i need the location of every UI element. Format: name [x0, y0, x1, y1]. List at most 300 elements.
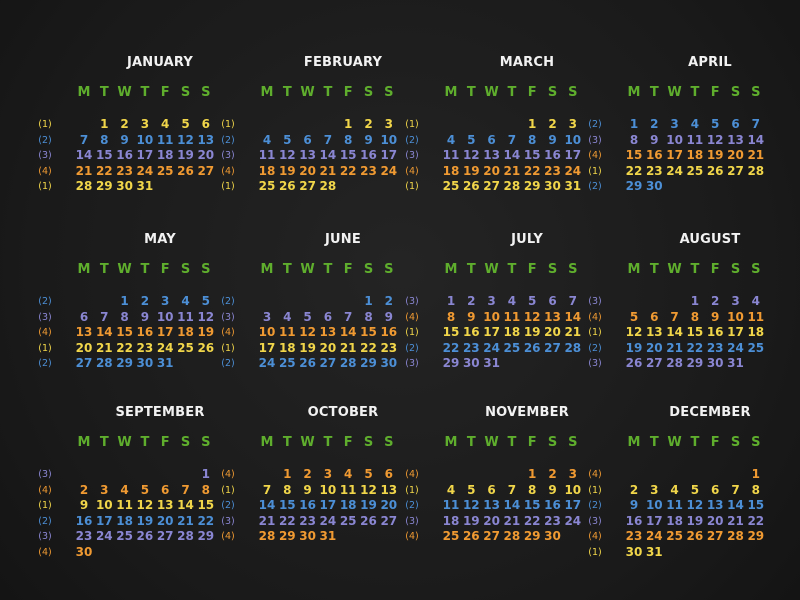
day-cell: 1 [100, 117, 109, 131]
day-cell: 28 [258, 529, 276, 544]
day-cell: 8 [751, 482, 760, 497]
day-cell: 4 [344, 467, 353, 481]
day-cell: 17 [136, 148, 154, 163]
day-cell: 25 [177, 340, 194, 355]
day-cell: 11 [156, 132, 174, 147]
day-cell: 2 [140, 294, 150, 308]
week-tag: (2) [38, 358, 52, 370]
day-cell: 29 [278, 529, 296, 544]
weekday-header: M [444, 262, 458, 277]
day-cell: 1 [364, 294, 373, 308]
weekday-header: S [751, 85, 761, 100]
day-cell: 8 [100, 132, 109, 147]
day-cell: 8 [690, 309, 700, 324]
day-cell: 21 [666, 340, 683, 355]
day-cell: 26 [625, 356, 643, 371]
day-cell: 24 [380, 163, 398, 178]
day-cell: 10 [564, 482, 582, 497]
day-cell: 27 [544, 340, 561, 355]
weekday-header: T [323, 262, 333, 277]
day-cell: 25 [156, 163, 174, 178]
weekday-header: W [117, 435, 132, 450]
week-tag: (2) [221, 500, 235, 512]
weekday-header: S [363, 435, 374, 450]
month-august [588, 232, 800, 402]
day-cell: 22 [686, 340, 704, 355]
week-tag: (2) [221, 296, 235, 307]
day-cell: 11 [442, 498, 460, 513]
weekday-header: S [568, 85, 578, 100]
day-cell: 28 [727, 529, 744, 544]
month-april [588, 55, 800, 225]
weekday-header: F [710, 435, 720, 450]
day-cell: 3 [670, 117, 679, 131]
day-cell: 20 [727, 148, 744, 163]
day-cell: 8 [528, 132, 537, 147]
week-tag: (1) [38, 181, 52, 193]
weekday-header: S [363, 85, 374, 100]
day-cell: 30 [299, 529, 316, 544]
day-cell: 20 [75, 340, 93, 355]
weekday-header: F [160, 262, 170, 277]
day-cell: 15 [95, 148, 113, 163]
day-cell: 25 [503, 340, 521, 355]
weekday-header: W [484, 435, 499, 450]
day-cell: 26 [299, 356, 316, 371]
day-cell: 18 [278, 340, 296, 355]
week-tag: (4) [588, 531, 602, 543]
day-cell: 28 [95, 356, 113, 371]
day-cell: 12 [462, 498, 480, 513]
weekday-header: M [77, 262, 91, 277]
day-cell: 6 [384, 467, 393, 481]
weekday-header: T [466, 262, 476, 277]
day-cell: 2 [120, 117, 129, 131]
day-cell: 13 [75, 325, 93, 340]
day-cell: 26 [462, 529, 480, 544]
day-cell: 13 [483, 148, 500, 163]
weekday-header: F [527, 85, 537, 100]
day-cell: 18 [116, 513, 133, 528]
weekday-header: T [323, 85, 333, 100]
week-tag: (3) [588, 358, 602, 370]
day-cell: 16 [299, 498, 316, 513]
day-cell: 29 [360, 356, 377, 371]
day-cell: 20 [380, 498, 398, 513]
day-cell: 22 [360, 340, 377, 355]
day-cell: 26 [177, 163, 194, 178]
day-cell: 7 [181, 482, 190, 497]
day-cell: 10 [136, 132, 154, 147]
day-cell: 23 [380, 340, 398, 355]
weekday-header: T [99, 435, 109, 450]
day-cell: 5 [201, 294, 210, 308]
day-cell: 19 [278, 163, 296, 178]
day-cell: 5 [364, 467, 373, 481]
week-tag: (2) [588, 342, 602, 354]
day-cell: 16 [544, 148, 561, 163]
month-name: SEPTEMBER [115, 405, 205, 420]
day-cell: 17 [95, 513, 113, 528]
day-cell: 18 [258, 163, 276, 178]
day-cell: 7 [507, 132, 517, 147]
day-cell: 6 [487, 482, 496, 497]
day-cell: 18 [442, 513, 460, 528]
weekday-header: S [547, 435, 558, 450]
day-cell: 21 [727, 513, 744, 528]
day-cell: 9 [120, 132, 129, 147]
day-cell: 22 [278, 513, 296, 528]
day-cell: 1 [446, 294, 456, 308]
day-cell: 28 [503, 179, 521, 194]
weekday-header: S [730, 435, 741, 450]
day-cell: 30 [380, 356, 398, 371]
weekday-header: S [201, 85, 211, 100]
day-cell: 2 [629, 482, 639, 497]
day-cell: 17 [564, 148, 582, 163]
weekday-header: T [649, 435, 659, 450]
day-cell: 9 [384, 309, 393, 324]
day-cell: 1 [629, 117, 639, 131]
day-cell: 25 [686, 163, 704, 178]
week-tag: (4) [38, 484, 52, 496]
day-cell: 21 [747, 148, 765, 163]
day-cell: 20 [197, 148, 215, 163]
week-tag: (1) [38, 119, 52, 130]
day-cell: 21 [564, 325, 582, 340]
week-tag: (4) [221, 469, 235, 480]
day-cell: 3 [650, 482, 659, 497]
weekday-header: S [201, 262, 211, 277]
day-cell: 6 [79, 309, 89, 324]
day-cell: 7 [568, 294, 577, 308]
weekday-header: M [627, 85, 641, 100]
weekday-header: F [343, 85, 353, 100]
day-cell: 1 [751, 467, 760, 481]
weekday-header: S [201, 435, 211, 450]
week-tag: (4) [38, 165, 52, 177]
day-cell: 17 [258, 340, 276, 355]
day-cell: 26 [462, 179, 480, 194]
day-cell: 7 [262, 482, 272, 497]
weekday-header: T [466, 435, 476, 450]
day-cell: 24 [156, 340, 174, 355]
weekday-header: M [627, 262, 641, 277]
weekday-header: W [117, 262, 132, 277]
day-cell: 16 [625, 513, 643, 528]
day-cell: 29 [95, 179, 113, 194]
day-cell: 20 [483, 513, 500, 528]
day-cell: 19 [523, 325, 541, 340]
day-cell: 31 [136, 179, 154, 194]
day-cell: 4 [446, 482, 456, 497]
month-name: MARCH [499, 55, 555, 70]
month-name: AUGUST [679, 232, 741, 247]
day-cell: 19 [462, 163, 480, 178]
week-tag: (2) [405, 500, 419, 512]
day-cell: 28 [747, 163, 765, 178]
weekday-header: T [507, 85, 517, 100]
day-cell: 11 [339, 482, 357, 497]
day-cell: 12 [136, 498, 154, 513]
weekday-header: M [260, 435, 274, 450]
week-tag: (4) [221, 531, 235, 543]
day-cell: 17 [645, 513, 663, 528]
day-cell: 25 [278, 356, 296, 371]
day-cell: 27 [706, 529, 724, 544]
week-tag: (4) [221, 165, 235, 177]
weekday-header: S [180, 85, 191, 100]
day-cell: 28 [75, 179, 93, 194]
weekday-header: T [282, 435, 292, 450]
day-cell: 2 [650, 117, 659, 131]
day-cell: 24 [645, 529, 663, 544]
day-cell: 24 [564, 513, 582, 528]
week-tag: (3) [221, 150, 235, 162]
day-cell: 9 [303, 482, 312, 497]
day-cell: 12 [523, 309, 541, 324]
day-cell: 13 [156, 498, 174, 513]
day-cell: 6 [161, 482, 170, 497]
week-tag: (3) [38, 150, 52, 162]
day-cell: 17 [319, 498, 337, 513]
day-cell: 24 [564, 163, 582, 178]
day-cell: 13 [544, 309, 561, 324]
weekday-header: T [690, 262, 700, 277]
day-cell: 19 [706, 148, 724, 163]
day-cell: 20 [645, 340, 663, 355]
weekday-header: T [282, 85, 292, 100]
day-cell: 29 [625, 179, 643, 194]
day-cell: 18 [442, 163, 460, 178]
day-cell: 14 [177, 498, 194, 513]
weekday-header: T [282, 262, 292, 277]
week-tag: (2) [405, 342, 419, 354]
weekday-header: W [667, 85, 682, 100]
day-cell: 26 [686, 529, 704, 544]
day-cell: 8 [201, 482, 210, 497]
weekday-header: S [384, 85, 394, 100]
day-cell: 18 [339, 498, 357, 513]
month-name: JANUARY [126, 55, 194, 70]
day-cell: 12 [462, 148, 480, 163]
day-cell: 6 [548, 294, 557, 308]
day-cell: 16 [462, 325, 480, 340]
day-cell: 18 [666, 513, 683, 528]
day-cell: 22 [95, 163, 113, 178]
day-cell: 12 [686, 498, 704, 513]
day-cell: 2 [548, 117, 557, 131]
day-cell: 4 [283, 309, 292, 324]
month-name: JUNE [325, 232, 361, 247]
day-cell: 23 [544, 163, 561, 178]
week-tag: (3) [38, 469, 52, 480]
day-cell: 24 [666, 163, 683, 178]
day-cell: 4 [690, 117, 700, 131]
month-name: FEBRUARY [303, 55, 383, 70]
day-cell: 14 [747, 132, 765, 147]
day-cell: 30 [75, 545, 93, 559]
month-name: APRIL [688, 55, 732, 70]
day-cell: 11 [177, 309, 194, 324]
day-cell: 9 [140, 309, 150, 324]
weekday-header: W [117, 85, 132, 100]
weekday-header: S [384, 262, 394, 277]
week-tag: (1) [588, 547, 602, 558]
day-cell: 25 [339, 513, 357, 528]
day-cell: 2 [79, 482, 89, 497]
day-cell: 8 [629, 132, 639, 147]
day-cell: 21 [503, 163, 521, 178]
week-tag: (4) [38, 547, 52, 558]
day-cell: 27 [380, 513, 398, 528]
week-tag: (1) [588, 327, 602, 339]
day-cell: 13 [299, 148, 316, 163]
day-cell: 9 [364, 132, 373, 147]
day-cell: 16 [645, 148, 663, 163]
day-cell: 28 [564, 340, 582, 355]
day-cell: 14 [339, 325, 357, 340]
day-cell: 21 [95, 340, 113, 355]
day-cell: 17 [156, 325, 174, 340]
weekday-header: F [160, 435, 170, 450]
day-cell: 1 [344, 117, 353, 131]
weekday-header: T [323, 435, 333, 450]
weekday-header: T [507, 435, 517, 450]
weekday-header: W [667, 435, 682, 450]
day-cell: 19 [360, 498, 377, 513]
day-cell: 19 [686, 513, 704, 528]
week-tag: (1) [221, 484, 235, 496]
week-tag: (4) [588, 311, 602, 323]
week-tag: (4) [38, 327, 52, 339]
day-cell: 1 [690, 294, 700, 308]
day-cell: 23 [299, 513, 316, 528]
month-name: NOVEMBER [485, 405, 569, 420]
weekday-header: W [300, 262, 315, 277]
day-cell: 22 [523, 513, 541, 528]
week-tag: (1) [588, 165, 602, 177]
day-cell: 27 [299, 179, 316, 194]
day-cell: 10 [645, 498, 663, 513]
day-cell: 30 [645, 179, 663, 194]
day-cell: 3 [568, 467, 577, 481]
day-cell: 11 [686, 132, 704, 147]
week-tag: (2) [38, 134, 52, 146]
weekday-header: W [300, 85, 315, 100]
day-cell: 22 [625, 163, 643, 178]
day-cell: 8 [344, 132, 353, 147]
day-cell: 20 [544, 325, 561, 340]
day-cell: 14 [319, 148, 337, 163]
day-cell: 3 [161, 294, 170, 308]
day-cell: 7 [79, 132, 89, 147]
day-cell: 10 [666, 132, 683, 147]
week-tag: (1) [38, 500, 52, 512]
day-cell: 6 [201, 117, 210, 131]
week-tag: (2) [221, 358, 235, 370]
day-cell: 16 [380, 325, 398, 340]
week-tag: (4) [588, 469, 602, 480]
weekday-header: F [160, 85, 170, 100]
month-name: DECEMBER [669, 405, 751, 420]
weekday-header: T [466, 85, 476, 100]
day-cell: 2 [364, 117, 373, 131]
day-cell: 25 [258, 179, 276, 194]
day-cell: 5 [711, 117, 720, 131]
day-cell: 17 [666, 148, 683, 163]
day-cell: 9 [629, 498, 639, 513]
week-tag: (3) [405, 358, 419, 370]
day-cell: 2 [467, 294, 476, 308]
day-cell: 23 [625, 529, 643, 544]
weekday-header: S [363, 262, 374, 277]
day-cell: 26 [360, 513, 377, 528]
day-cell: 14 [258, 498, 276, 513]
day-cell: 6 [323, 309, 333, 324]
day-cell: 30 [706, 356, 724, 371]
day-cell: 27 [197, 163, 215, 178]
day-cell: 9 [79, 498, 89, 513]
day-cell: 15 [442, 325, 460, 340]
day-cell: 27 [75, 356, 93, 371]
day-cell: 20 [299, 163, 316, 178]
day-cell: 8 [446, 309, 456, 324]
day-cell: 22 [339, 163, 357, 178]
week-tag: (4) [588, 150, 602, 162]
day-cell: 18 [686, 148, 704, 163]
weekday-header: T [140, 85, 150, 100]
week-tag: (1) [405, 181, 419, 193]
day-cell: 30 [462, 356, 480, 371]
week-tag: (4) [221, 327, 235, 339]
day-cell: 6 [650, 309, 659, 324]
day-cell: 15 [278, 498, 296, 513]
day-cell: 9 [467, 309, 476, 324]
day-cell: 9 [650, 132, 659, 147]
weekday-header: F [710, 85, 720, 100]
day-cell: 3 [323, 467, 333, 481]
day-cell: 1 [528, 117, 537, 131]
day-cell: 15 [339, 148, 357, 163]
day-cell: 11 [442, 148, 460, 163]
day-cell: 5 [140, 482, 150, 497]
weekday-header: T [690, 85, 700, 100]
day-cell: 25 [747, 340, 765, 355]
weekday-header: F [343, 435, 353, 450]
day-cell: 10 [156, 309, 174, 324]
month-name: JULY [511, 232, 543, 247]
day-cell: 23 [75, 529, 93, 544]
day-cell: 20 [483, 163, 500, 178]
day-cell: 15 [747, 498, 765, 513]
day-cell: 13 [319, 325, 337, 340]
week-tag: (3) [588, 134, 602, 146]
day-cell: 21 [503, 513, 521, 528]
day-cell: 7 [731, 482, 740, 497]
day-cell: 18 [177, 325, 194, 340]
day-cell: 15 [625, 148, 643, 163]
day-cell: 15 [360, 325, 377, 340]
day-cell: 10 [564, 132, 582, 147]
week-tag: (4) [405, 469, 419, 480]
day-cell: 3 [140, 117, 150, 131]
weekday-header: W [667, 262, 682, 277]
weekday-header: T [99, 85, 109, 100]
weekday-header: W [484, 262, 499, 277]
day-cell: 11 [666, 498, 683, 513]
day-cell: 5 [303, 309, 312, 324]
